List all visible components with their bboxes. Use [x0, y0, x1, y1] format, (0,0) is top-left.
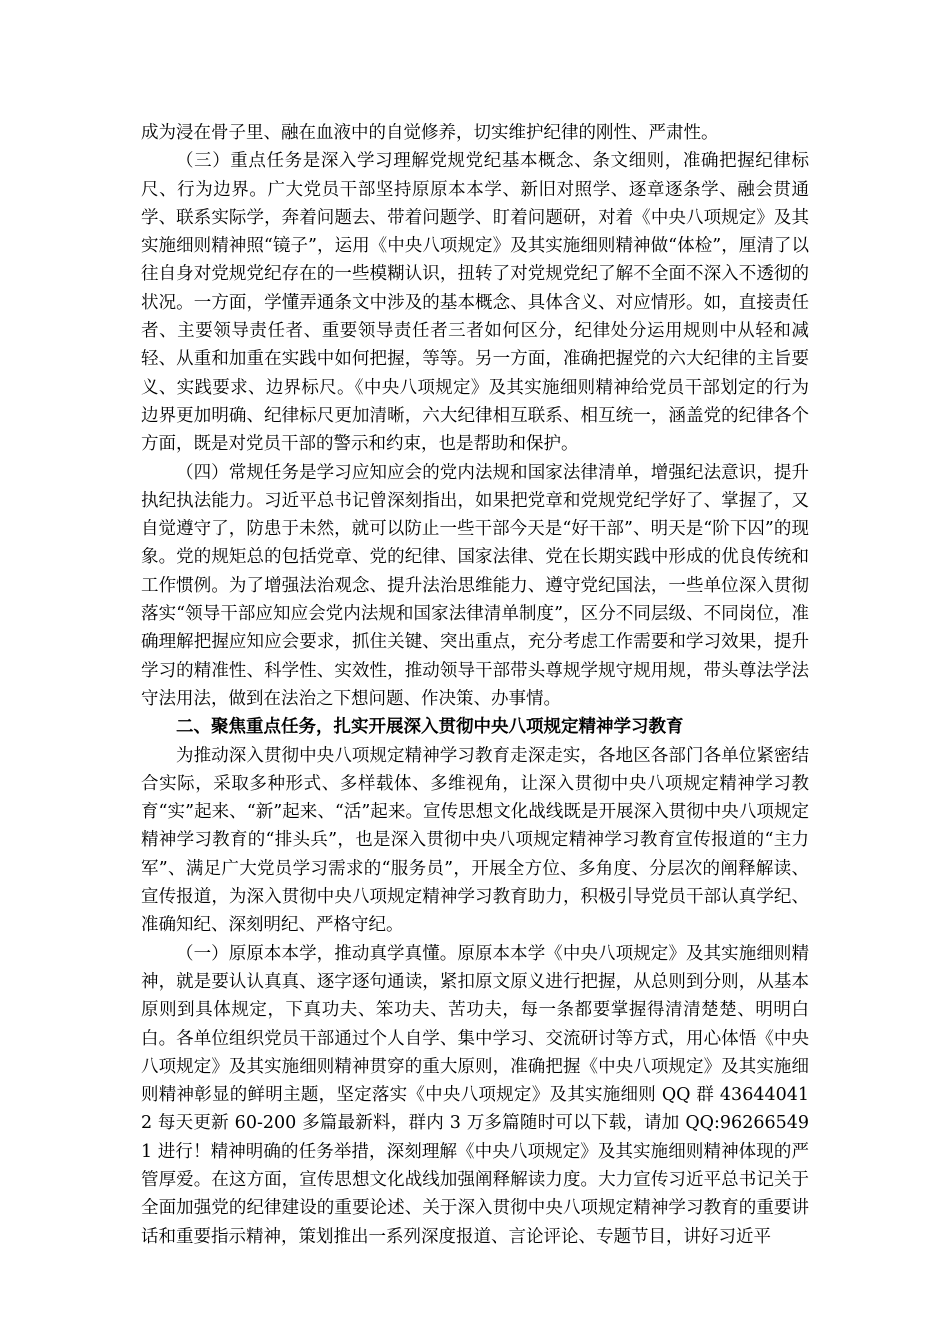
- document-body: [141, 119, 809, 1251]
- paragraph-task-four: （四）常规任务是学习应知应会的党内法规和国家法律清单，增强纪法意识，提升执纪执法能力。习近平总书记曾深刻指出，如果把党章和党规党纪学好了、掌握了，又自觉遵守了，防患于未然，就可以防止一些干部今天是“好干部”、明天是“阶下囚”的现象。党的规矩总的包括党章、党的纪律、国家法律、党在长期实践中形成的优良传统和工作惯例。为了增强法治观念、提升法治思维能力、遵守党纪国法，一些单位深入贯彻落实“领导干部应知应会党内法规和国家法律清单制度”，区分不同层级、不同岗位，准确理解把握应知应会要求，抓住关键、突出重点，充分考虑工作需要和学习效果，提升学习的精准性、科学性、实效性，推动领导干部带头尊规学规守规用规，带头尊法学法守法用法，做到在法治之下想问题、作决策、办事情。: [141, 462, 809, 709]
- paragraph-section-intro: 为推动深入贯彻中央八项规定精神学习教育走深走实，各地区各部门各单位紧密结合实际，采取多种形式、多样载体、多维视角，让深入贯彻中央八项规定精神学习教育“实”起来、“新”起来、“活”起来。宣传思想文化战线既是开展深入贯彻中央八项规定精神学习教育的“排头兵”，也是深入贯彻中央八项规定精神学习教育宣传报道的“主力军”、满足广大党员学习需求的“服务员”，开展全方位、多角度、分层次的阐释解读、宣传报道，为深入贯彻中央八项规定精神学习教育助力，积极引导党员干部认真学纪、准确知纪、深刻明纪、严格守纪。: [141, 745, 809, 936]
- paragraph-study-original: （一）原原本本学，推动真学真懂。原原本本学《中央八项规定》及其实施细则精神，就是要认认真真、逐字逐句通读，紧扣原文原义进行把握，从总则到分则，从基本原则到具体规定，下真功夫、笨功夫、苦功夫，每一条都要掌握得清清楚楚、明明白白。各单位组织党员干部通过个人自学、集中学习、交流研讨等方式，用心体悟《中央八项规定》及其实施细则精神贯穿的重大原则，准确把握《中央八项规定》及其实施细则精神彰显的鲜明主题，坚定落实《中央八项规定》及其实施细则 QQ 群 436440412 每天更新 60-200 多篇最新料，群内 3 万多篇随时可以下载，请加 QQ:962665491 进行！精神明确的任务举措，深刻理解《中央八项规定》及其实施细则精神体现的严管厚爱。在这方面，宣传思想文化战线加强阐释解读力度。大力宣传习近平总书记关于全面加强党的纪律建设的重要论述、关于深入贯彻中央八项规定精神学习教育的重要讲话和重要指示精神，策划推出一系列深度报道、言论评论、专题节目，讲好习近平: [141, 943, 809, 1247]
- section-heading: 二、聚焦重点任务，扎实开展深入贯彻中央八项规定精神学习教育: [176, 717, 684, 738]
- paragraph-task-three: （三）重点任务是深入学习理解党规党纪基本概念、条文细则，准确把握纪律标尺、行为边界。广大党员干部坚持原原本本学、新旧对照学、逐章逐条学、融会贯通学、联系实际学，奔着问题去、带着问题学、盯着问题研，对着《中央八项规定》及其实施细则精神照“镜子”，运用《中央八项规定》及其实施细则精神做“体检”，厘清了以往自身对党规党纪存在的一些模糊认识，扭转了对党规党纪了解不全面不深入不透彻的状况。一方面，学懂弄通条文中涉及的基本概念、具体含义、对应情形。如，直接责任者、主要领导责任者、重要领导责任者三者如何区分，纪律处分运用规则中从轻和减轻、从重和加重在实践中如何把握，等等。另一方面，准确把握党的六大纪律的主旨要义、实践要求、边界标尺。《中央八项规定》及其实施细则精神给党员干部划定的行为边界更加明确、纪律标尺更加清晰，六大纪律相互联系、相互统一，涵盖党的纪律各个方面，既是对党员干部的警示和约束，也是帮助和保护。: [141, 151, 809, 455]
- paragraph-continuation: 成为浸在骨子里、融在血液中的自觉修养，切实维护纪律的刚性、严肃性。: [141, 123, 719, 143]
